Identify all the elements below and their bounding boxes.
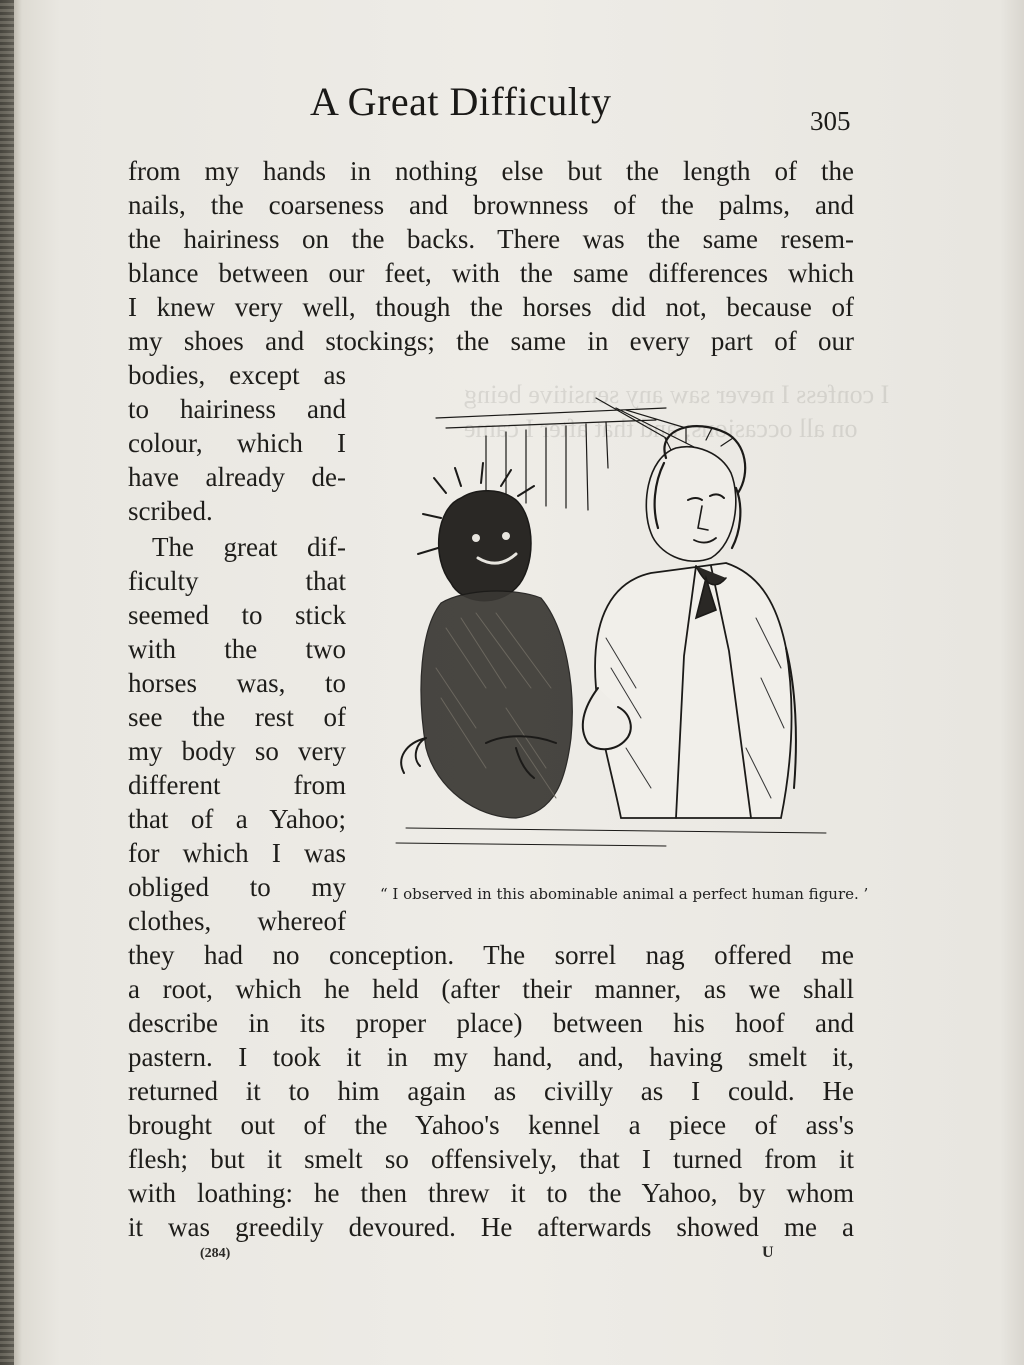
bleed-through-text: I confess I never saw any sensitive being — [464, 380, 890, 409]
running-title: A Great Difficulty — [310, 79, 612, 124]
text-line: clothes, whereof — [128, 906, 346, 936]
text-line: the hairiness on the backs. There was the same resem- — [128, 224, 854, 254]
text-line: a root, which he held (after their manner, as we shall — [128, 974, 854, 1004]
text-line: returned it to him again as civilly as I could. He — [128, 1076, 854, 1106]
text-line: they had no conception. The sorrel nag offered me — [128, 940, 854, 970]
text-line: for which I was — [128, 838, 346, 868]
text-line: my shoes and stockings; the same in every part of our — [128, 326, 854, 356]
yahoo-figure — [401, 463, 572, 818]
text-line: with the two — [128, 634, 346, 664]
footer-folio: (284) — [200, 1246, 231, 1261]
text-line: from my hands in nothing else but the length of the — [128, 156, 854, 186]
text-line: blance between our feet, with the same differences which — [128, 258, 854, 288]
text-line: see the rest of — [128, 702, 346, 732]
illustration-caption: “ I observed in this abominable animal a perfect human figure. ’ — [380, 885, 869, 903]
book-page — [24, 0, 1024, 1365]
page-number: 305 — [810, 106, 851, 136]
text-line: different from — [128, 770, 346, 800]
paragraph-start-line: The great dif- — [152, 532, 346, 562]
footer-signature-mark: U — [762, 1244, 774, 1261]
text-line: describe in its proper place) between his hoof and — [128, 1008, 854, 1038]
text-line: bodies, except as — [128, 360, 346, 390]
text-line: brought out of the Yahoo's kennel a piece of ass's — [128, 1110, 854, 1140]
gulliver-figure — [583, 426, 796, 818]
ground-hatching — [396, 828, 826, 846]
text-line: I knew very well, though the horses did not, because of — [128, 292, 854, 322]
text-line: it was greedily devoured. He afterwards showed me a — [128, 1212, 854, 1242]
text-line: flesh; but it smelt so offensively, that I turned from it — [128, 1144, 854, 1174]
text-line: with loathing: he then threw it to the Yahoo, by whom — [128, 1178, 854, 1208]
text-line: obliged to my — [128, 872, 346, 902]
text-line: my body so very — [128, 736, 346, 766]
text-line: that of a Yahoo; — [128, 804, 346, 834]
bleed-through-text: on all occasions; and that after I came — [464, 414, 858, 443]
text-line: colour, which I — [128, 428, 346, 458]
text-line: to hairiness and — [128, 394, 346, 424]
text-line: have already de- — [128, 462, 346, 492]
text-line: ficulty that — [128, 566, 346, 596]
text-line: pastern. I took it in my hand, and, having smelt it, — [128, 1042, 854, 1072]
yahoo-and-gulliver-illustration — [366, 388, 846, 868]
text-line: horses was, to — [128, 668, 346, 698]
text-line: scribed. — [128, 496, 213, 526]
text-line: nails, the coarseness and brownness of the palms, and — [128, 190, 854, 220]
book-binding-edge — [0, 0, 14, 1365]
text-line: seemed to stick — [128, 600, 346, 630]
